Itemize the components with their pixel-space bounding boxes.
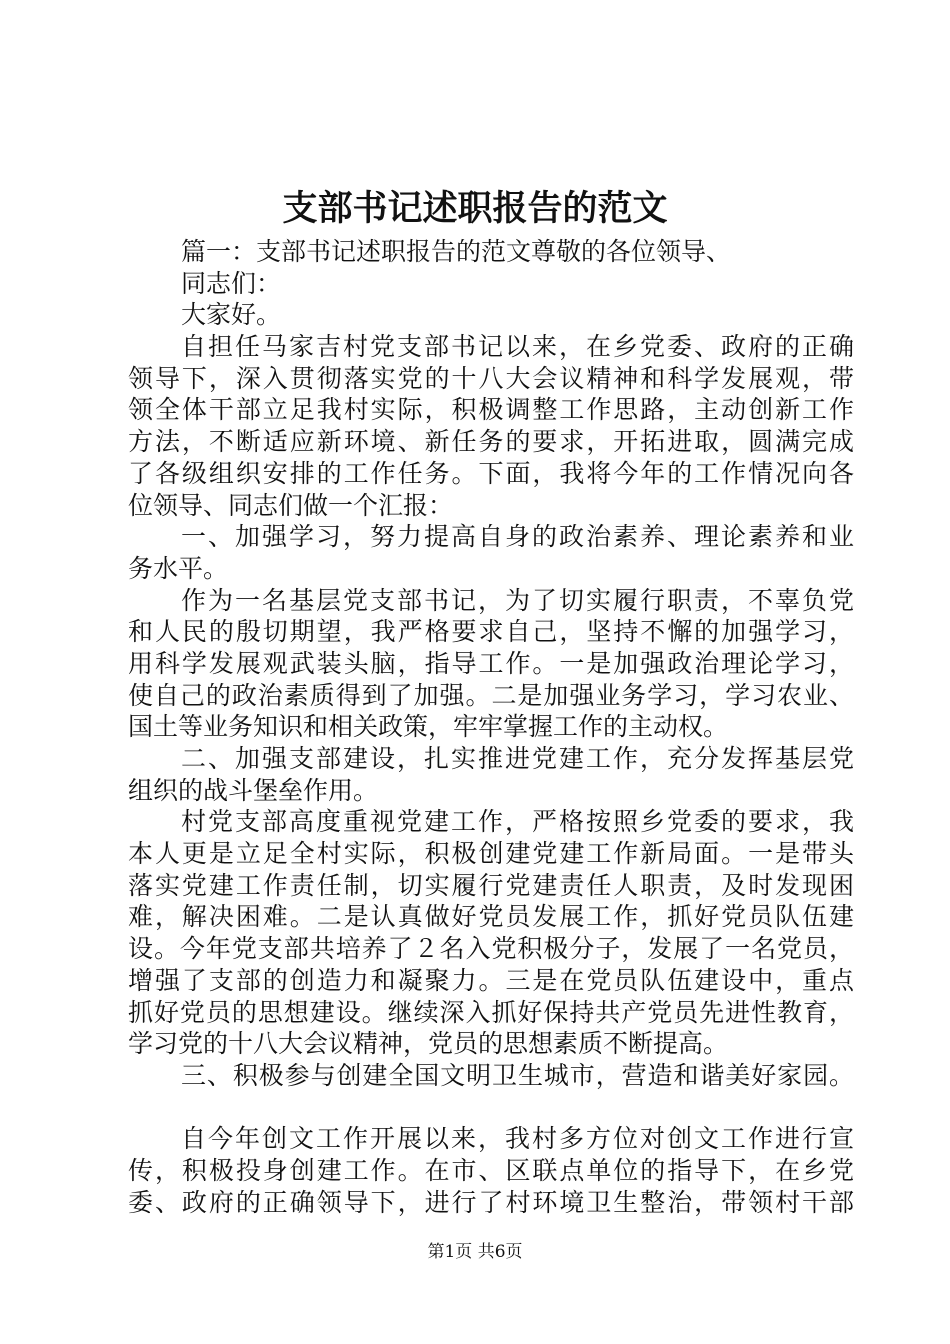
text-line: 三、积极参与创建全国文明卫生城市，营造和谐美好家园。 — [181, 1060, 854, 1090]
text-line: 自今年创文工作开展以来，我村多方位对创文工作进行宣 — [181, 1124, 854, 1154]
text-line: 和人民的殷切期望，我严格要求自己，坚持不懈的加强学习， — [128, 617, 854, 647]
text-line: 了各级组织安排的工作任务。下面，我将今年的工作情况向各 — [128, 458, 854, 488]
text-line: 务水平。 — [128, 553, 229, 583]
text-line: 委、政府的正确领导下，进行了村环境卫生整治，带领村干部 — [128, 1187, 854, 1217]
text-line: 村党支部高度重视党建工作，严格按照乡党委的要求，我 — [181, 807, 854, 837]
text-line: 设。今年党支部共培养了２名入党积极分子，发展了一名党员， — [128, 934, 854, 964]
text-line: 国土等业务知识和相关政策，牢牢掌握工作的主动权。 — [128, 712, 729, 742]
text-line: 难，解决困难。二是认真做好党员发展工作，抓好党员队伍建 — [128, 902, 854, 932]
document-body — [128, 236, 854, 1218]
text-line: 传，积极投身创建工作。在市、区联点单位的指导下，在乡党 — [128, 1155, 854, 1185]
text-line: 落实党建工作责任制，切实履行党建责任人职责，及时发现困 — [128, 870, 854, 900]
text-line: 大家好。 — [181, 300, 282, 330]
text-line: 增强了支部的创造力和凝聚力。三是在党员队伍建设中，重点 — [128, 965, 854, 995]
text-line: 方法，不断适应新环境、新任务的要求，开拓进取，圆满完成 — [128, 427, 854, 457]
text-line: 组织的战斗堡垒作用。 — [128, 775, 379, 805]
text-line: 二、加强支部建设，扎实推进党建工作，充分发挥基层党 — [181, 744, 854, 773]
text-line: 用科学发展观武装头脑，指导工作。一是加强政治理论学习， — [128, 648, 854, 678]
text-line: 同志们： — [181, 268, 282, 298]
blank-line — [128, 1092, 854, 1124]
text-line: 抓好党员的思想建设。继续深入抓好保持共产党员先进性教育， — [128, 997, 854, 1027]
text-line: 使自己的政治素质得到了加强。二是加强业务学习，学习农业、 — [128, 680, 854, 710]
text-line: 自担任马家吉村党支部书记以来，在乡党委、政府的正确 — [181, 332, 854, 362]
page-footer: 第1页 共6页 — [427, 1242, 523, 1262]
document-title: 支部书记述职报告的范文 — [282, 188, 668, 229]
text-line: 学习党的十八大会议精神，党员的思想素质不断提高。 — [128, 1029, 729, 1059]
text-line: 位领导、同志们做一个汇报： — [128, 490, 454, 520]
text-line: 本人更是立足全村实际，积极创建党建工作新局面。一是带头 — [128, 839, 854, 869]
text-line: 篇一：支部书记述职报告的范文尊敬的各位领导、 — [181, 237, 732, 266]
text-line: 领导下，深入贯彻落实党的十八大会议精神和科学发展观，带 — [128, 363, 854, 393]
text-line: 作为一名基层党支部书记，为了切实履行职责，不辜负党 — [181, 585, 854, 615]
text-line: 一、加强学习，努力提高自身的政治素养、理论素养和业 — [181, 522, 854, 552]
text-line: 领全体干部立足我村实际，积极调整工作思路，主动创新工作 — [128, 395, 854, 425]
